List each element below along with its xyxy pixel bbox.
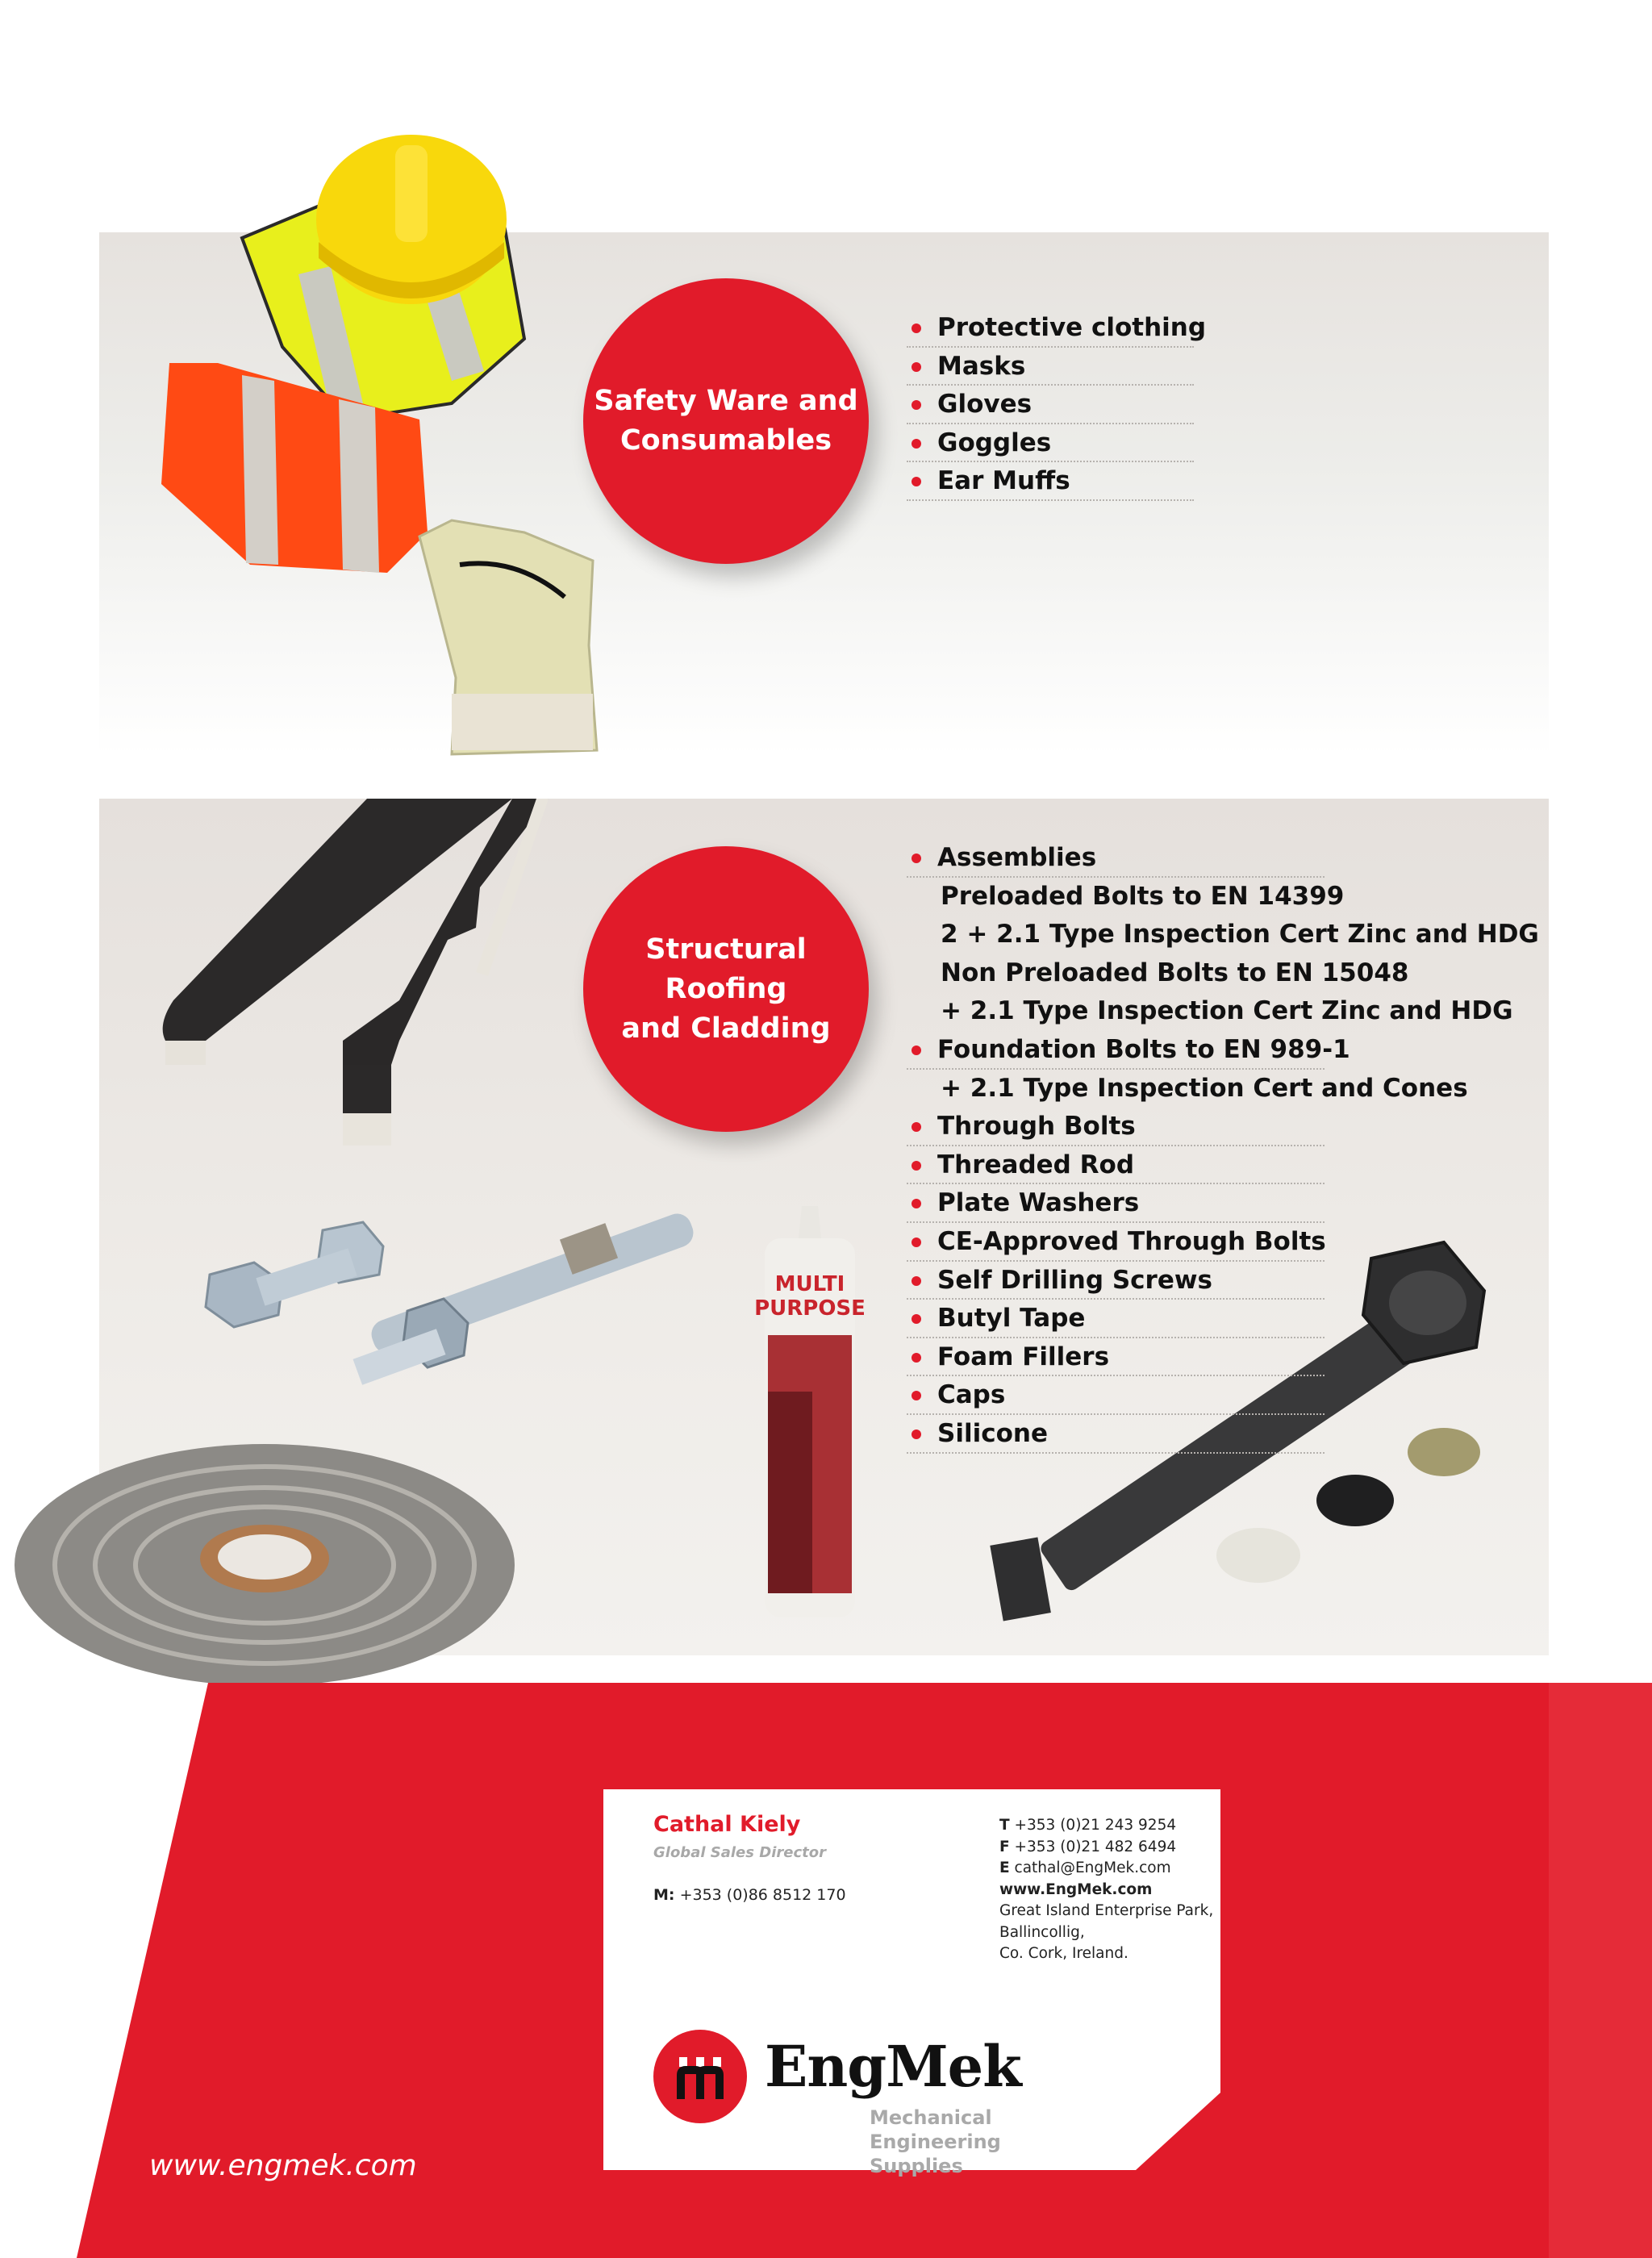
contact-name: Cathal Kiely [653,1812,801,1837]
list-item-detail: + 2.1 Type Inspection Cert Zinc and HDG [941,996,1513,1026]
phone-number[interactable]: +353 (0)21 243 9254 [1014,1817,1177,1834]
cartridge-label-line-1: MULTI [774,1272,845,1296]
safety-category-circle [583,278,869,564]
structural-category-circle [583,846,869,1132]
silicone-cartridge-image [754,1206,866,1626]
contact-role: Global Sales Director [653,1844,826,1861]
company-website[interactable]: www.EngMek.com [999,1880,1153,1898]
structural-category-title: Structural Roofing and Cladding [621,933,831,1045]
list-item: Silicone [907,1415,1325,1454]
cartridge-label-line-2: PURPOSE [754,1296,866,1321]
logo-tagline: Mechanical Engineering Supplies [870,2106,1001,2177]
address-line: Ballincollig, [999,1923,1085,1941]
list-item: Self Drilling Screws [907,1262,1325,1300]
email-row [999,1858,1219,1880]
business-card [603,1789,1220,2177]
fax-row [999,1837,1219,1859]
address-line: Great Island Enterprise Park, [999,1902,1214,1919]
list-item: Plate Washers [907,1184,1325,1223]
phone-label: T [999,1817,1010,1834]
list-item: Masks [907,348,1194,386]
list-item: Goggles [907,424,1194,463]
list-item: CE-Approved Through Bolts [907,1223,1325,1262]
phone-row [999,1815,1219,1837]
list-item-detail: Preloaded Bolts to EN 14399 [941,881,1345,911]
safety-category-title: Safety Ware and Consumables [594,385,858,457]
list-item-detail: 2 + 2.1 Type Inspection Cert Zinc and HDG [941,920,1539,950]
mobile-label: M: [653,1886,675,1904]
list-item: Ear Muffs [907,462,1194,501]
list-item: Caps [907,1376,1325,1415]
email-label: E [999,1859,1010,1876]
structural-items-list [907,839,1539,1454]
list-item: Gloves [907,386,1194,424]
fax-label: F [999,1838,1010,1855]
logo-mark-icon [653,2030,747,2123]
list-item: Butyl Tape [907,1300,1325,1338]
logo-wordmark: EngMek [765,2033,1021,2100]
email-address[interactable]: cathal@EngMek.com [1014,1859,1171,1876]
list-item: Threaded Rod [907,1146,1325,1185]
list-item: Assemblies [907,839,1325,878]
website-url[interactable]: www.engmek.com [149,2149,417,2182]
anchor-bolts-image [177,1182,726,1416]
butyl-tape-roll-image [99,1438,486,1655]
list-item-detail: + 2.1 Type Inspection Cert and Cones [941,1073,1468,1103]
list-item: Through Bolts [907,1108,1325,1146]
list-item: Foam Fillers [907,1338,1325,1377]
address-line: Co. Cork, Ireland. [999,1945,1128,1962]
list-item: Protective clothing [907,309,1194,348]
mobile-number[interactable]: +353 (0)86 8512 170 [679,1886,846,1904]
contact-details [999,1815,1219,1965]
engmek-logo-icon [653,2030,747,2123]
fax-number: +353 (0)21 482 6494 [1014,1838,1177,1855]
safety-products-image [145,81,645,774]
safety-items-list [907,309,1207,501]
list-item-detail: Non Preloaded Bolts to EN 15048 [941,958,1409,987]
foam-filler-image [157,799,609,1178]
contact-mobile [653,1886,846,1904]
list-item: Foundation Bolts to EN 989-1 [907,1031,1325,1070]
